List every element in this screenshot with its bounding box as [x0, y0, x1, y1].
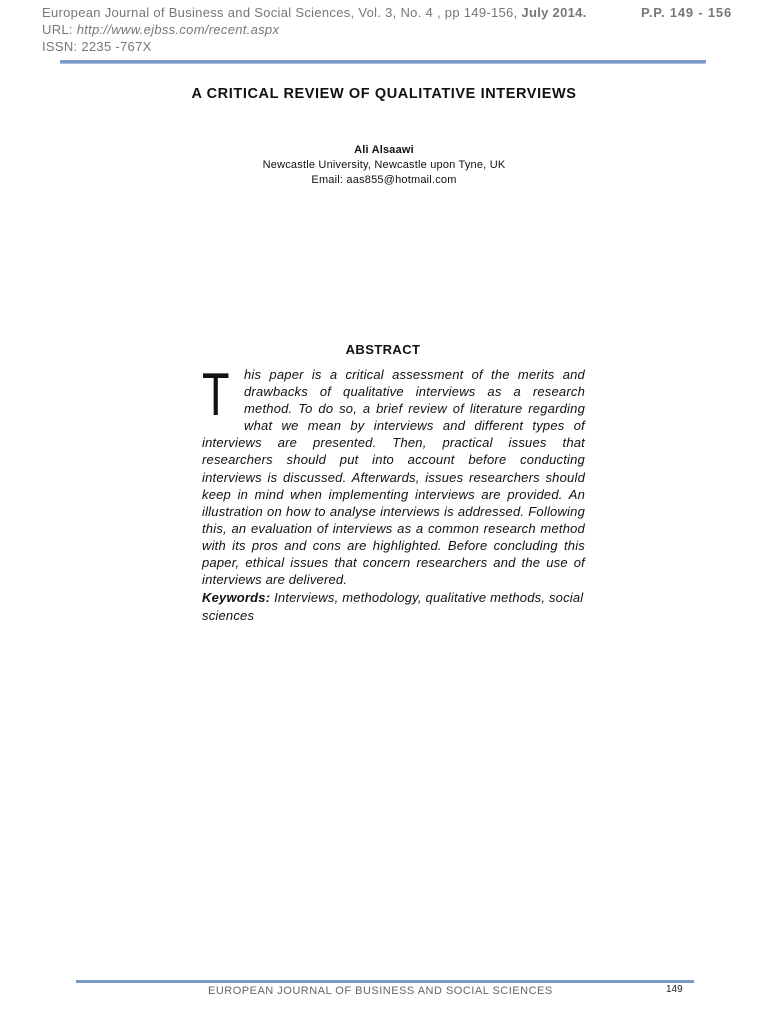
running-header	[42, 4, 732, 55]
header-url-link[interactable]: http://www.ejbss.com/recent.aspx	[76, 22, 280, 37]
keywords-text: Interviews, methodology, qualitative methods, social sciences	[202, 590, 584, 623]
author-affiliation: Newcastle University, Newcastle upon Tyne, UK	[262, 159, 506, 171]
paper-title: A CRITICAL REVIEW OF QUALITATIVE INTERVIEWS	[191, 86, 577, 102]
footer-journal: EUROPEAN JOURNAL OF BUSINESS AND SOCIAL SCIENCES	[208, 985, 553, 997]
abstract-text: his paper is a critical assessment of the merits and drawbacks of qualitative interviews as a research method. To do so, a brief review of literature regarding what we mean by interviews and different types of interviews are presented. Then, practical issues that researchers should put into account before conducting interviews is discussed. Afterwards, issues researchers should keep in mind when implementing interviews are provided. An illustration on how to analyse interviews is addressed. Following this, an evaluation of interviews as a common research method with its pros and cons are highlighted. Before concluding this paper, ethical issues that concern researchers and the use of interviews are delivered.	[202, 367, 585, 588]
footer-rule	[76, 980, 694, 983]
abstract-body	[202, 361, 585, 588]
keywords	[202, 589, 585, 624]
header-journal-row	[42, 4, 732, 21]
keywords-label: Keywords:	[202, 590, 271, 605]
abstract-heading: ABSTRACT	[345, 342, 421, 357]
author-name: Ali Alsaawi	[354, 144, 414, 156]
header-journal: European Journal of Business and Social Sciences, Vol. 3, No. 4 , pp 149-156,	[42, 5, 522, 20]
header-pages: P.P. 149 - 156	[641, 5, 732, 20]
header-issn: ISSN: 2235 -767X	[42, 39, 152, 54]
author-block	[0, 143, 768, 188]
abstract-drop-cap: T	[202, 361, 230, 428]
header-rule	[60, 60, 706, 63]
author-email: Email: aas855@hotmail.com	[311, 174, 457, 186]
header-url-label: URL:	[42, 22, 77, 37]
header-date: July 2014.	[521, 5, 587, 20]
header-url-row	[42, 21, 732, 38]
page-number: 149	[666, 984, 683, 995]
